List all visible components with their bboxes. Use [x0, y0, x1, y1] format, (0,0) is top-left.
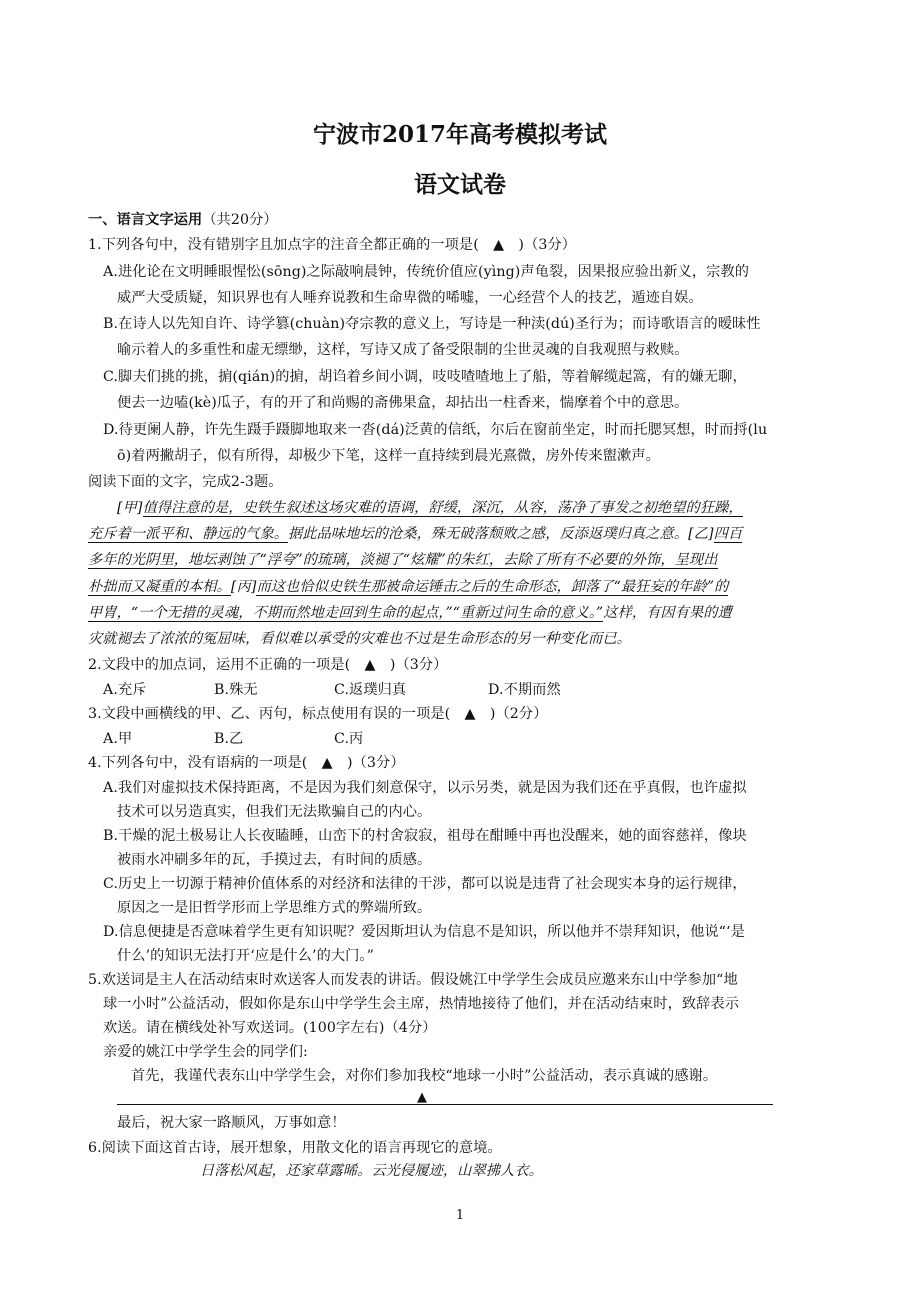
q4-option-d-line2: 什么’的知识无法打开‘应是什么’的大门。” [117, 948, 374, 964]
q5-opening: 首先，我谨代表东山中学学生会，对你们参加我校“地球一小时”公益活动，表示真诚的感谢。 [131, 1068, 718, 1084]
q1-option-d-line2: ō)着两撇胡子，似有所得，却极少下笔，这样一直持续到晨光熹微，房外传来盥漱声。 [117, 448, 660, 464]
underlined-sentence-bing: 而这也恰似史铁生那被命运锤击之后的生命形态，卸落了“最狂妄的年龄”的 [256, 579, 729, 595]
q2-option-a: A.充斥 [103, 682, 147, 698]
q1-option-a-line1: A.进化论在文明睡眼惺忪(sōng)之际敲响晨钟，传统价值应(yìng)声龟裂，因果报应验出新义，宗教的 [103, 264, 750, 280]
q4-option-a-line1: A.我们对虚拟技术保持距离，不是因为我们刻意保守，以示另类，就是因为我们还在乎真假，也许虚拟 [103, 780, 747, 796]
q5-closing: 最后，祝大家一路顺风，万事如意！ [117, 1115, 346, 1131]
section-heading-label: 一、语言文字运用 [88, 212, 203, 228]
exam-title: 宁波市2017年高考模拟考试 [312, 121, 607, 148]
underlined-sentence-yi: 朴拙而又凝重的本相。 [88, 579, 231, 595]
passage-line [88, 603, 732, 623]
q4-option-b-line1: B.干燥的泥土极易让人长夜瞌睡，山峦下的村舍寂寂，祖母在酣睡中再也没醒来，她的面容慈祥，像块 [103, 828, 747, 844]
q5-salutation: 亲爱的姚江中学学生会的同学们: [103, 1044, 308, 1060]
q5-stem-line2: 球一小时”公益活动，假如你是东山中学学生会主席，热情地接待了他们，并在活动结束时，致辞表示 [103, 996, 740, 1012]
q5-stem-line3: 欢送。请在横线处补写欢送词。(100字左右)（4分） [103, 1020, 437, 1036]
q3-stem: 3.文段中画横线的甲、乙、丙句，标点使用有误的一项是( ▲ )（2分） [88, 706, 548, 722]
q4-option-d-line1: D.信息便捷是否意味着学生更有知识呢？爱因斯坦认为信息不是知识，所以他并不崇拜知识，他说“‘是 [103, 924, 745, 940]
q2-option-b: B.殊无 [214, 682, 258, 698]
q2-stem: 2.文段中的加点词，运用不正确的一项是( ▲ )（3分） [88, 657, 448, 673]
q3-option-a: A.甲 [103, 731, 133, 747]
answer-blank-marker: ▲ [417, 1090, 428, 1105]
page-number: 1 [455, 1208, 465, 1223]
q3-option-b: B.乙 [214, 731, 244, 747]
passage-line [117, 498, 743, 518]
sentence-marker-yi: [乙] [688, 526, 714, 542]
q2-option-d: D.不期而然 [488, 682, 561, 698]
q1-option-b-line2: 喻示着人的多重性和虚无缥缈，这样，写诗又成了备受限制的尘世灵魂的自我观照与救赎。 [117, 342, 689, 358]
passage-line [88, 524, 742, 544]
passage-line [88, 577, 728, 597]
underlined-sentence-jia: 值得注意的是，史铁生叙述这场灾难的语调，舒缓，深沉，从容，荡净了事发之初绝望的狂躁， [142, 500, 743, 516]
q4-option-c-line2: 原因之一是旧哲学形而上学思维方式的弊端所致。 [117, 900, 432, 916]
passage-intro: 阅读下面的文字，完成2-3题。 [88, 474, 283, 490]
section-heading-points: （共20分） [202, 212, 278, 228]
passage-text: 据此品味地坛的沧桑，殊无破落颓败之感，反添返璞归真之意。 [288, 526, 689, 542]
q1-option-c-line2: 便去一边嗑(kè)瓜子，有的开了和尚赐的斋佛果盒，却拈出一柱香来，惴摩着个中的意思。 [117, 395, 689, 411]
q4-stem: 4.下列各句中，没有语病的一项是( ▲ )（3分） [88, 755, 405, 771]
q1-option-d-line1: D.待更阑人静，许先生蹑手蹑脚地取来一沓(dá)泛黄的信纸，尔后在窗前坐定，时而托腮冥想，时而捋(lu [103, 422, 768, 438]
passage-line: 灾就褪去了浓浓的冤屈味，看似难以承受的灾难也不过是生命形态的另一种变化而已。 [88, 631, 631, 647]
q1-stem: 1.下列各句中，没有错别字且加点字的注音全都正确的一项是( ▲ )（3分） [88, 237, 577, 253]
q5-stem-line1: 5.欢送词是主人在活动结束时欢送客人而发表的讲话。假设姚江中学学生会成员应邀来东山中学参加“地 [88, 972, 738, 988]
underlined-sentence-yi: 多年的光阴里，地坛剥蚀了“浮夸”的琉璃，淡褪了“炫耀”的朱红，去除了所有不必要的外饰，呈现出 [88, 552, 718, 568]
q3-option-c: C.丙 [334, 731, 364, 747]
q1-option-b-line1: B.在诗人以先知自许、诗学篡(chuàn)夺宗教的意义上，写诗是一种渎(dú)圣行为；而诗歌语言的暧昧性 [103, 316, 761, 332]
sentence-marker-jia: [甲] [117, 500, 143, 516]
section-heading [88, 210, 278, 230]
sentence-marker-bing: [丙] [230, 579, 257, 595]
q1-option-c-line1: C.脚夫们挑的挑，掮(qián)的掮，胡诌着乡间小调，吱吱喳喳地上了船，等着解缆起篙，有的嫌无聊， [103, 369, 747, 385]
q4-option-c-line1: C.历史上一切源于精神价值体系的对经济和法律的干涉，都可以说是违背了社会现实本身的运行规律， [103, 876, 747, 892]
q1-option-a-line2: 威严大受质疑，知识界也有人唾弃说教和生命卑微的唏嘘，一心经营个人的技艺，遁迹自娱。 [117, 290, 703, 306]
underlined-sentence-yi: 四百 [713, 526, 743, 542]
q6-stem: 6.阅读下面这首古诗，展开想象，用散文化的语言再现它的意境。 [88, 1140, 502, 1156]
passage-text: 这样，有因有果的遭 [603, 605, 732, 621]
q6-poem: 日落松风起，还家草露晞。云光侵履迹，山翠拂人衣。 [200, 1163, 543, 1179]
q2-option-c: C.返璞归真 [334, 682, 407, 698]
q4-option-b-line2: 被雨水冲刷多年的瓦，手摸过去，有时间的质感。 [117, 852, 432, 868]
q4-option-a-line2: 技术可以另造真实，但我们无法欺骗自己的内心。 [117, 804, 432, 820]
underlined-sentence-bing: 甲胄，“一个无措的灵魂，不期而然地走回到生命的起点，”“重新过问生命的意义。” [88, 605, 604, 621]
passage-line [88, 550, 718, 570]
answer-blank-line[interactable] [117, 1104, 773, 1105]
underlined-sentence-jia: 充斥着一派平和、静远的气象。 [88, 526, 289, 542]
exam-subtitle: 语文试卷 [414, 171, 506, 198]
